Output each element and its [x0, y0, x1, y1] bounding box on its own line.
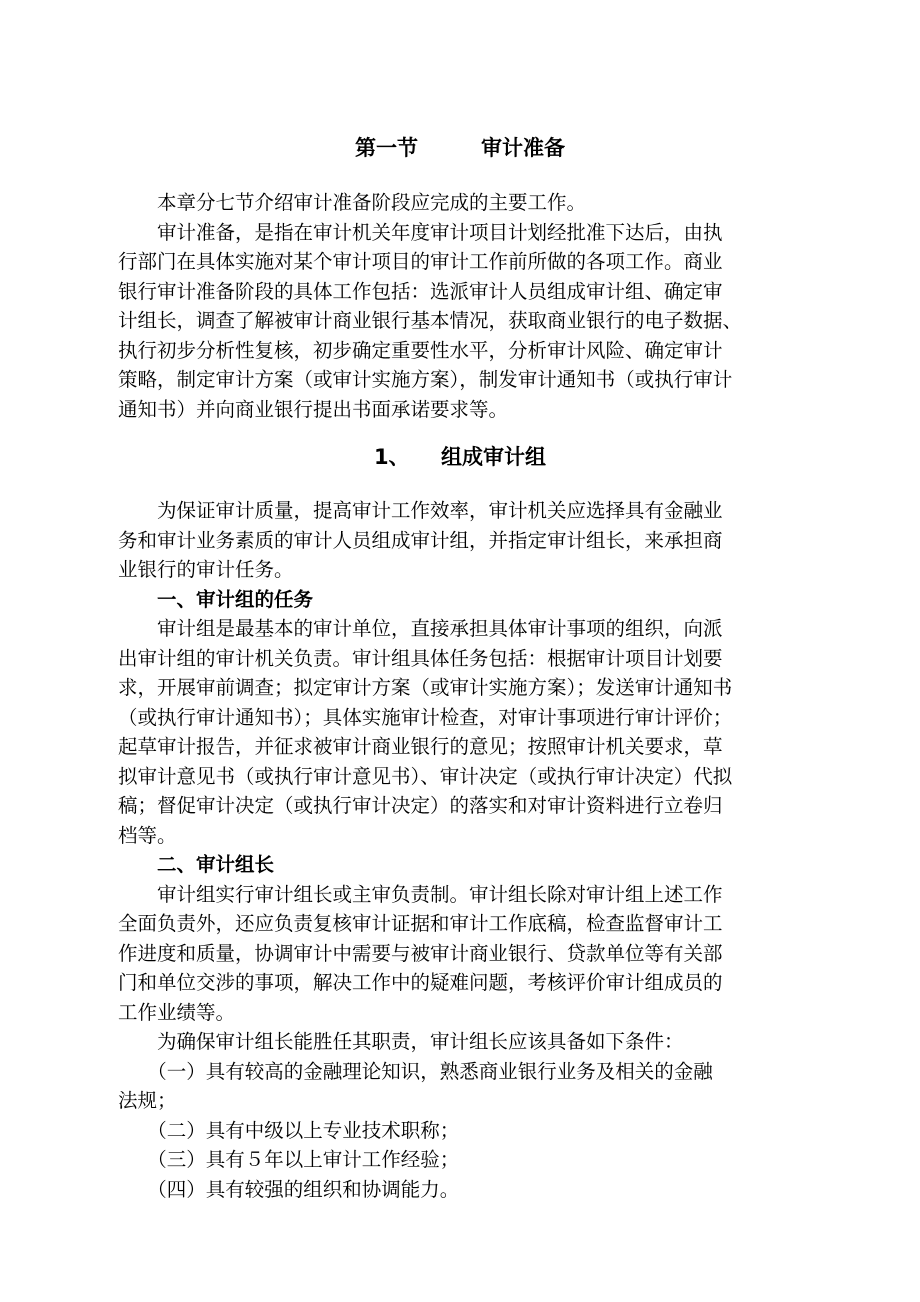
text-line: 门和单位交涉的事项，解决工作中的疑难问题，考核评价审计组成员的	[118, 971, 723, 994]
text-line: 审计准备，是指在审计机关年度审计项目计划经批准下达后，由执	[118, 220, 723, 244]
text-line: 执行初步分析性复核，初步确定重要性水平，分析审计风险、确定审计	[118, 338, 723, 362]
text-line: 务和审计业务素质的审计人员组成审计组，并指定审计组长，来承担商	[118, 528, 723, 552]
text-line: 审计组实行审计组长或主审负责制。审计组长除对审计组上述工作	[118, 882, 723, 906]
text-line: （三）具有５年以上审计工作经验；	[118, 1148, 460, 1171]
text-line: （或执行审计通知书）；具体实施审计检查，对审计事项进行审计评价；	[118, 705, 733, 729]
text-line: 起草审计报告，并征求被审计商业银行的意见；按照审计机关要求，草	[118, 735, 723, 758]
text-line: 业银行的审计任务。	[118, 558, 294, 581]
leader-heading: 二、审计组长	[118, 853, 275, 876]
text-line: 求，开展审前调查；拟定审计方案（或审计实施方案）；发送审计通知书	[118, 676, 733, 699]
text-line: 计组长，调查了解被审计商业银行基本情况，获取商业银行的电子数据、	[118, 309, 743, 332]
text-line: 工作业绩等。	[118, 1000, 236, 1024]
section-title: 第一节 审计准备	[355, 136, 565, 160]
text-line: 档等。	[118, 823, 177, 847]
text-line: 出审计组的审计机关负责。审计组具体任务包括：根据审计项目计划要	[118, 646, 723, 670]
text-line: 行部门在具体实施对某个审计项目的审计工作前所做的各项工作。商业	[118, 250, 723, 273]
intro-paragraphs	[118, 188, 802, 424]
text-line: 通知书）并向商业银行提出书面承诺要求等。	[118, 397, 509, 421]
text-line: 稿；督促审计决定（或执行审计决定）的落实和对审计资料进行立卷归	[118, 794, 723, 817]
text-line: 本章分七节介绍审计准备阶段应完成的主要工作。	[118, 191, 587, 214]
text-line: 拟审计意见书（或执行审计意见书）、审计决定（或执行审计决定）代拟	[118, 764, 733, 788]
task-heading: 一、审计组的任务	[118, 587, 314, 611]
subsection-title: 1、 组成审计组	[373, 445, 547, 469]
text-line: （四）具有较强的组织和协调能力。	[118, 1177, 460, 1201]
text-line: （二）具有中级以上专业技术职称；	[118, 1118, 460, 1142]
text-line: 法规；	[118, 1089, 177, 1112]
text-line: 全面负责外，还应负责复核审计证据和审计工作底稿，检查监督审计工	[118, 912, 723, 935]
text-line: 为保证审计质量，提高审计工作效率，审计机关应选择具有金融业	[118, 499, 723, 522]
text-line: 银行审计准备阶段的具体工作包括：选派审计人员组成审计组、确定审	[118, 279, 723, 303]
text-line: 策略，制定审计方案（或审计实施方案），制发审计通知书（或执行审计	[118, 368, 733, 391]
text-line: （一）具有较高的金融理论知识，熟悉商业银行业务及相关的金融	[118, 1059, 713, 1083]
text-line: 作进度和质量，协调审计中需要与被审计商业银行、贷款单位等有关部	[118, 941, 723, 965]
main-body	[118, 496, 802, 1204]
text-line: 为确保审计组长能胜任其职责，审计组长应该具备如下条件：	[118, 1030, 684, 1053]
text-line: 审计组是最基本的审计单位，直接承担具体审计事项的组织，向派	[118, 617, 723, 640]
